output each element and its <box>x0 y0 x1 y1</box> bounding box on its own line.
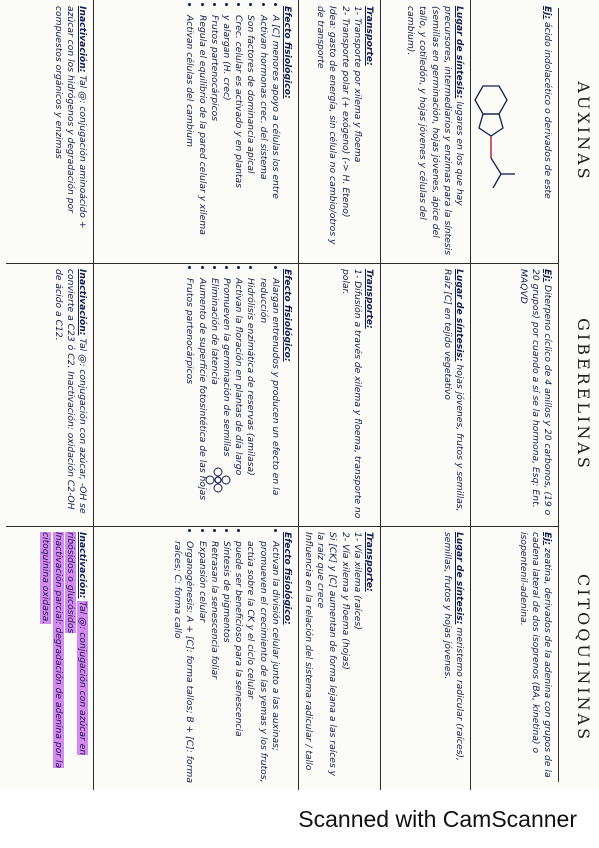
citoquininas-transporte <box>302 532 375 784</box>
giberelinas-divider-3 <box>298 257 299 532</box>
auxinas-sintesis <box>404 6 465 257</box>
auxinas-ej-label: Ej: <box>542 6 553 20</box>
citoquininas-sintesis <box>441 532 465 784</box>
auxinas-efectos-label: Efecto fisiológico: <box>282 6 293 99</box>
giberelinas-example <box>516 269 553 520</box>
giberelinas-inactivacion-text: Tal @: conjugación con azúcar, -OH se convierte a C23 ó C2. Inactivación: oxidación C2-OH de ácido a C12. <box>52 269 88 514</box>
column-citoquininas <box>0 526 599 790</box>
giberelinas-sintesis-label: Lugar de síntesis: <box>454 269 465 362</box>
giberelinas-divider-2 <box>380 257 381 532</box>
auxinas-transporte-label: Transporte: <box>364 6 375 66</box>
auxinas-inactivacion <box>51 6 88 257</box>
giberelinas-efectos <box>183 269 293 520</box>
auxinas-divider-1 <box>470 0 471 269</box>
footer-label: Scanned with CamScanner <box>298 805 577 832</box>
citoquininas-inactivacion-text: Tal @: conjugación con azúcar en ribósidos o glucósidos <box>64 532 88 756</box>
citoquininas-example <box>516 532 553 784</box>
giberelinas-divider-4 <box>93 257 94 532</box>
citoquininas-ej-text: zeatina, derivados de la adenina con grupos de la cadena lateral de dos isoprenos (BA, kinetina) o isopentenil-adenina. <box>517 532 553 778</box>
giberelinas-transporte-item: 1- Difusión a través de xilema y floema, transporte no polar. <box>339 269 363 519</box>
giberelinas-efecto-item: • Aumento de superficie fotosintética de las hojas <box>195 278 207 520</box>
citoquininas-inactivacion-label: Inactivación: <box>77 532 88 599</box>
citoquininas-sintesis-text: meristemo radicular (raíces), semillas, frutos y hojas jóvenes. <box>441 532 465 761</box>
giberelinas-transporte-label: Transporte: <box>364 269 375 329</box>
auxinas-transporte-item: 2- Transporte polar (+ exógeno) (-> H. Eteno) <box>339 6 351 218</box>
auxinas-efecto-item: • Crec. celular es activado y en plantas <box>232 15 244 257</box>
giberelinas-title: GIBERELINAS <box>574 318 593 471</box>
citoquininas-ej-label: Ej: <box>542 532 553 546</box>
auxinas-divider-4 <box>93 0 94 269</box>
giberelinas-ej-label: Ej: <box>542 269 553 283</box>
auxinas-transporte-item: Idea: gasto de energía, sin célula no cambio/otros y de transporte <box>315 6 339 245</box>
auxinas-efecto-item: • Activan hormonas crec. del sistema <box>256 15 268 257</box>
giberelinas-efecto-item: • Alargan entrenudos y producen un efecto en la reducción <box>256 278 280 520</box>
citoquininas-efecto-item: • Síntesis de pigmentos <box>220 541 232 784</box>
giberelinas-transporte <box>338 269 375 520</box>
citoquininas-inactivacion <box>39 532 88 784</box>
citoquininas-efecto-item: • puede ser beneficioso para la senescencia <box>232 541 244 784</box>
giberelinas-sintesis <box>441 269 465 520</box>
auxinas-ej-text: ácido indolacético o derivados de este <box>542 22 553 199</box>
auxinas-efecto-item: • Activan células del cambium <box>183 15 195 257</box>
giberelinas-inactivacion-label: Inactivación: <box>77 269 88 336</box>
auxinas-transporte-item: 1- Transporte por xilema y floema <box>351 6 363 163</box>
citoquininas-efecto-item: • Organogénesis: A + [C]: forma tallos; B + [C]: forma raíces; C: forma callo <box>171 541 195 784</box>
auxinas-sintesis-label: Lugar de síntesis: <box>454 6 465 99</box>
giberelinas-efecto-item: • Activan la floración en plantas de día largo <box>232 278 244 520</box>
column-giberelinas <box>0 263 599 526</box>
auxinas-divider-2 <box>380 0 381 269</box>
auxinas-efecto-item: • Son factores de dominancia apical <box>244 15 256 257</box>
citoquininas-inactivacion-text2: Inactivación parcial: degradación de adenina por la citoquinina oxidasa. <box>40 532 64 769</box>
auxinas-efecto-item: • Frutos partenocárpicos <box>208 15 220 257</box>
giberelinas-efecto-item: • Frutos partenocárpicos <box>183 278 195 520</box>
citoquininas-efectos-label: Efecto fisiológico: <box>282 532 293 625</box>
citoquininas-efecto-item: • Retrasan la senescencia foliar <box>208 541 220 784</box>
citoquininas-divider-4 <box>93 520 94 790</box>
auxinas-inactivacion-label: Inactivación: <box>77 6 88 73</box>
citoquininas-transporte-label: Transporte: <box>364 532 375 592</box>
auxinas-efectos <box>183 6 293 257</box>
giberelinas-efectos-label: Efecto fisiológico: <box>282 269 293 362</box>
auxinas-transporte <box>314 6 375 257</box>
citoquininas-divider-3 <box>298 520 299 790</box>
giberelinas-efecto-item: • Promueven la germinación de semillas <box>220 278 232 520</box>
flower-icon <box>203 465 233 495</box>
giberelinas-efecto-item: • Hidrólisis enzimática de reservas (amilasa) <box>244 278 256 520</box>
giberelinas-efecto-item: • Eliminación de latencia <box>208 278 220 520</box>
auxinas-efecto-item: • A [C] menores apoyo a células los entre <box>269 15 281 257</box>
giberelinas-ej-text: Diterpeno cíclico de 4 anillos y 20 carbonos, (19 o 20 grupos) por cuando a sí se la hormona, Esq: Ent. MAQVD <box>517 269 553 516</box>
giberelinas-sintesis-text: hojas jóvenes, frutos y semillas, Raíz [C] en tejido vegetativo <box>441 269 465 512</box>
citoquininas-efecto-item: • Expansión celular <box>195 541 207 784</box>
citoquininas-sintesis-label: Lugar de síntesis: <box>454 532 465 625</box>
citoquininas-efectos <box>171 532 293 784</box>
auxinas-inactivacion-text: Tal @: conjugación aminoácido + azúcar con los hidrógenos y degradación por compuestos orgánicos y enzimas <box>52 6 88 229</box>
citoquininas-transporte-item: 1- Vía xilema (raíces) <box>351 532 363 630</box>
giberelinas-divider-1 <box>470 257 471 532</box>
auxinas-efecto-item: • Regula el equilibrio de la pared celular y xilema <box>195 15 207 257</box>
citoquininas-transporte-item: Influencia en la relación del sistema radicular / tallo <box>302 532 314 771</box>
auxinas-title: AUXINAS <box>574 81 593 182</box>
citoquininas-transporte-item: 2- Vía xilema y floema (hojas) <box>339 532 351 670</box>
auxinas-example <box>541 6 553 257</box>
citoquininas-title: CITOQUININAS <box>574 573 593 743</box>
auxinas-divider-3 <box>298 0 299 269</box>
camscanner-footer <box>0 790 599 848</box>
auxinas-efecto-item: • y alargan (H. crec) <box>220 15 232 257</box>
citoquininas-divider-2 <box>380 520 381 790</box>
citoquininas-transporte-item: Si [CK] y [C] aumentan de forma lejana a las raíces y la raíz que crece <box>315 532 339 777</box>
column-auxinas <box>0 0 599 263</box>
citoquininas-efecto-item: • Activan la división celular junto a las auxinas; promueven el crecimiento de las yemas y los frutos, actúa sobre la CK y el ciclo celular <box>244 541 281 784</box>
citoquininas-divider-1 <box>470 520 471 790</box>
auxinas-sintesis-text: lugares en los que hay precursores, intermediarios y enzimas para la síntesis (semillas en germinación, hojas jóvenes, ápice del tallo, y cotiledón, y hojas jóvenes y células del cambium). <box>405 6 465 255</box>
giberelinas-inactivacion <box>51 269 88 520</box>
